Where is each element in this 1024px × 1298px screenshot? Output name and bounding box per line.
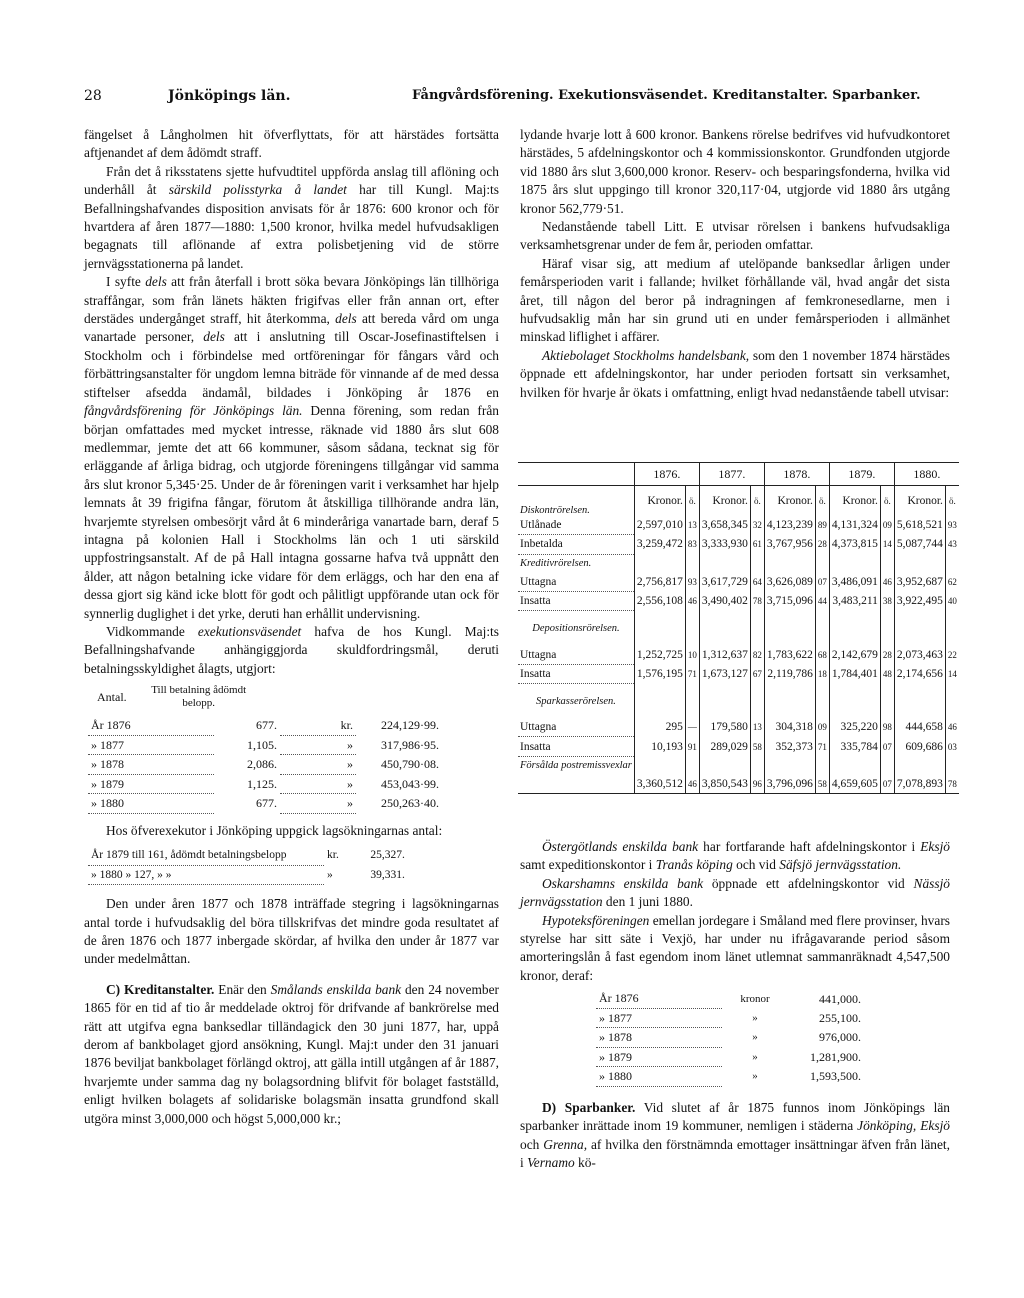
group-heading: Sparkasserörelsen.	[518, 684, 959, 719]
running-title-right: Fångvårdsförening. Exekutionsväsendet. Kreditanstalter. Sparbanker.	[412, 88, 921, 103]
paragraph: C) Kreditanstalter. Enär den Smålands enskilda bank den 24 november 1865 för en tid af tio år meddelade oktroj för drifvande af bankrörelse med rätt att utgifva egna banksedlar tilländagick den 30 juni 1877, har, uppå derom af bankbolaget gjord ansökning, Kungl. Maj:t under den 31 januari 1876 beviljat bankbolaget förlängd oktroj, att gälla intill utgången af år 1887, hvarjemte under samma dag ny bolagsordning blifvit för bolaget fastställd, enligt hvilken bolagets af solidariske bolagsmän insatta grundfond skall utgöra minst 3,000,000 och högst 5,000,000 kr.;	[84, 981, 499, 1126]
paragraph: Oskarshamns enskilda bank öppnade ett afdelningskontor vid Nässjö jernvägsstation den 1 juni 1880.	[520, 875, 950, 910]
table-row: » 1878 » 976,000.	[596, 1028, 864, 1048]
section-heading: D) Sparbanker.	[542, 1099, 636, 1115]
table-row: År 1876 kronor 441,000.	[596, 989, 864, 1008]
paragraph: Vidkommande exekutionsväsendet hafva de hos Kungl. Maj:ts Befallningshafvande anhängiggjorda skuldfordringsmål, deruti betalningsskyldighet ålagts, utgjort:	[84, 623, 499, 676]
table-row: Inbetalda 3,259,472 83 3,333,930 61 3,767,956 28 4,373,815 14 5,087,744 43	[518, 535, 959, 554]
table-row: År 1876 677. kr. 224,129·99.	[88, 716, 442, 735]
table-header: Antal. Till betalning ådömdt belopp.	[97, 684, 247, 710]
paragraph: Nedanstående tabell Litt. E utvisar rörelsen i bankens hufvudsakliga verksamhetsgrenar under de fem år, perioden omfattar.	[520, 219, 950, 253]
paragraph: Hypoteksföreningen emellan jordegare i Småland med flere provinser, hvars styrelse har sitt säte i Vexjö, har under nu ifrågavarande period såsom amorteringslån å fast egendom inom länet utlemnat sammanräknadt 4,547,500 kronor, deraf:	[520, 912, 950, 983]
paragraph: Från det å riksstatens sjette hufvudtitel uppförda anslag till aflöning och underhåll åt särskild polisstyrka å landet har till Kungl. Maj:ts Befallningshafvandes disposition anvisats för år 1876: 600 kronor och för hvartdera af åren 1877—1880: 1,500 kronor, hvilka medel hufvudsakligen begagnats till aflönande af extra polisbetjening vid de större jernvägsstationerna på landet.	[84, 163, 499, 271]
table-row: » 1877 » 255,100.	[596, 1008, 864, 1028]
group-heading: Depositionsrörelsen.	[518, 611, 959, 646]
table-row: Uttagna 295 — 179,580 13 304,318 09 325,220 98 444,658 46	[518, 718, 959, 737]
table-row: Uttagna 2,756,817 93 3,617,729 64 3,626,089 07 3,486,091 46 3,952,687 62	[518, 573, 959, 592]
paragraph: fängelset å Långholmen hit öfverflyttats, för att härstädes fortsätta aftjenandet af dem ådömdt straff.	[84, 127, 499, 161]
section-heading: C) Kreditanstalter.	[106, 981, 215, 997]
paragraph: Häraf visar sig, att medium af utelöpande banksedlar årligen under femårsperioden varit i fallande; hvilket förhållande väl, hvad angår det sista året, till någon del beror på indragningen af femkronesedlarne, men i hufvudsaklig mån har sin grund uti en under femårsperioden i allmänhet minskad liflighet i affärer.	[520, 255, 950, 345]
table-row: Utlånade 2,597,010 13 3,658,345 32 4,123,239 89 4,131,324 09 5,618,521 93	[518, 516, 959, 535]
paragraph: Östergötlands enskilda bank har fortfarande haft afdelningskontor i Eksjö samt expeditionskontor i Tranås köping och vid Säfsjö jernvägsstation.	[520, 839, 950, 873]
paragraph: Aktiebolaget Stockholms handelsbank, som den 1 november 1874 härstädes öppnade ett afdelningskontor, har under perioden fortsatt sin verksamhet, hvilken för hvarje år ökats i omfattning, enligt hvad nedanstående tabell utvisar:	[520, 347, 950, 400]
paragraph: lydande hvarje lott å 600 kronor. Bankens rörelse bedrifves vid hufvudkontoret härstädes, 5 afdelningskontor och 4 kommissionskontor. Grundfonden utgjorde vid 1880 års slut 3,600,000 kronor. Reserv- och besparingsfonderna, hvilka vid 1875 års slut uppgingo till kronor 320,117·04, utgjorde vid 1880 års utgång kronor 562,779·51.	[520, 127, 950, 216]
paragraph: I syfte dels att från återfall i brott söka bevara Jönköpings län tillhöriga straffångar, som från länets häkten frigifvas eller från annan ort, efter derstädes undergånget straff, hit återkomma, dels att bereda vård om unga vanartade personer, dels att i anslutning till Oscar-Josefinastiftelsen i Stockholm och i förbindelse med ortföreningar för fångars vård och förbättringsanstalter för ungdom lemna biträde för vinnande af de med dessa stiftelser afsedda ändamål, bildades i Jönköping år 1876 en fångvårdsförening för Jönköpings län. Denna förening, som redan från början omfattades med mycket intresse, räknade vid 1880 års slut 608 medlemmar, jemte det att 66 kommuner, såsom sådana, tecknat sig för erläggande af årliga bidrag, och utgjorde föreningens tillgångar vid samma års slut kronor 5,345·25. Under de år föreningen varit i verksamhet har hjelp lemnats åt 39 frigifna fångar, förutom åt åtskilliga tillhörande andra län, hvarjemte styrelsen ombesörjt vård åt 6 minderåriga vanartade barn, deraf 5 intagna på kolonien Hall i Stockholms län och 1 uti särskild uppfostringsanstalt. Af de på Hall intagna gossarne hafva två uppnått den ålder, att någon betalning icke vidare för dem erläggs, och har den ena af dessa gjort sig känd icke blott för godt och pålitligt uppförande utan ock för synnerlig duglighet i det yrke, deruti han erhållit undervisning.	[84, 274, 499, 621]
group-heading: Försålda postremissvexlar	[518, 756, 959, 775]
table-row: » 1880 » 1,593,500.	[596, 1067, 864, 1087]
execution-rows	[88, 716, 442, 814]
table-row: » 1879 » 1,281,900.	[596, 1047, 864, 1067]
table-row: » 1880 » 127, » » » 39,331.	[88, 865, 408, 885]
page-number: 28	[84, 88, 102, 104]
hypotek-table	[596, 989, 864, 1087]
paragraph: D) Sparbanker. Vid slutet af år 1875 funnos inom Jönköpings län sparbanker inrättade inom 19 kommuner, nemligen i städerna Jönköping, Eksjö och Grenna, af hvilka den förstnämnda emottager insättningar äfven från länet, i Vernamo kö-	[520, 1099, 950, 1170]
bank-table	[518, 462, 959, 794]
table-subheader: Diskontrörelsen. Kronor. ö. Kronor. ö. Kronor. ö. Kronor. ö. Kronor. ö.	[518, 486, 959, 517]
left-column	[84, 126, 499, 1128]
table-row: Uttagna 1,252,725 10 1,312,637 82 1,783,622 68 2,142,679 28 2,073,463 22	[518, 645, 959, 664]
table-row: Insatta 10,193 91 289,029 58 352,373 71 335,784 07 609,686 03	[518, 737, 959, 756]
right-column	[520, 126, 950, 402]
lagsokning-table	[88, 846, 408, 885]
table-row: Insatta 2,556,108 46 3,490,402 78 3,715,096 44 3,483,211 38 3,922,495 40	[518, 592, 959, 611]
table-row: » 1878 2,086. » 450,790·08.	[88, 755, 442, 775]
paragraph: Hos öfverexekutor i Jönköping uppgick lagsökningarnas antal:	[106, 822, 443, 838]
right-column-lower	[520, 838, 950, 1172]
table-row: » 1879 1,125. » 453,043·99.	[88, 774, 442, 794]
running-title-left: Jönköpings län.	[168, 88, 291, 104]
table-row: » 1880 677. » 250,263·40.	[88, 794, 442, 814]
execution-table	[88, 684, 257, 710]
paragraph: Den under åren 1877 och 1878 inträffade stegring i lagsökningarnas antal torde i hufvudsaklig del böra tillskrifvas det mindre goda resultatet af de åren 1876 och 1877 inbergade skördar, af hvilka den under år 1877 var under medelmåttan.	[84, 896, 499, 967]
table-row: 3,360,512 46 3,850,543 96 3,796,096 58 4,659,605 07 7,078,893 78	[518, 775, 959, 794]
table-row: Insatta 1,576,195 71 1,673,127 67 2,119,786 18 1,784,401 48 2,174,656 14	[518, 664, 959, 683]
group-heading: Kreditivrörelsen.	[518, 554, 959, 573]
table-row: » 1877 1,105. » 317,986·95.	[88, 735, 442, 755]
table-header: 1876. 1877. 1878. 1879. 1880.	[518, 463, 959, 486]
table-row: År 1879 till 161, ådömdt betalningsbelopp kr. 25,327.	[88, 846, 408, 865]
